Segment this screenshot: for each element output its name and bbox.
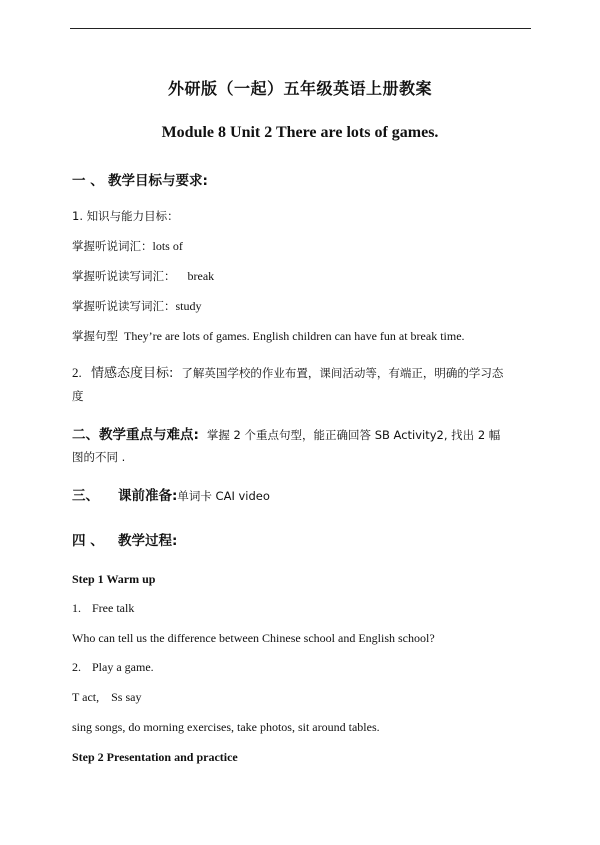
step1-item-free-talk (72, 600, 134, 616)
list-text: Free talk (92, 601, 135, 615)
module-title: Module 8 Unit 2 There are lots of games. (161, 124, 439, 141)
step1-roles: T act, Ss say (72, 690, 142, 704)
section-number: 一 、 (72, 173, 104, 189)
preparation-items: 单词卡 CAI video (177, 489, 270, 503)
preparation-line (72, 487, 270, 505)
header-rule (70, 28, 531, 29)
step1-item-game (72, 659, 154, 675)
section-number: 三、 (72, 488, 99, 504)
section-title: 教学过程: (118, 533, 178, 549)
list-number: 2. (72, 660, 81, 674)
vocab-write-line (72, 268, 214, 284)
vocab-write2-line (72, 298, 202, 314)
objective-knowledge-label: 1. 知识与能力目标： (72, 209, 179, 223)
key-points-text-continued: 图的不同 . (72, 450, 126, 464)
affect-objective-line (72, 365, 503, 382)
vocab-write-value: break (187, 269, 215, 283)
list-number: 1. (72, 601, 81, 615)
key-points-line (72, 426, 500, 444)
sentence-pattern-value: They’re are lots of games. English children can have fun at break time. (124, 329, 465, 343)
affect-number: 2. (72, 365, 82, 380)
affect-text: 了解英国学校的作业布置，课间活动等，有端正，明确的学习态 (181, 366, 504, 380)
affect-text-continued: 度 (72, 389, 84, 403)
sentence-pattern-line (72, 328, 465, 344)
sentence-pattern-label: 掌握句型 (72, 329, 118, 343)
step1-heading: Step 1 Warm up (72, 572, 156, 586)
section-number: 四 、 (72, 533, 104, 549)
document-title: 外研版（一起）五年级英语上册教案 (167, 79, 432, 98)
section-title: 教学目标与要求: (108, 173, 208, 189)
affect-label: 情感态度目标: (91, 366, 174, 381)
vocab-listen-line (72, 238, 183, 254)
vocab-listen-value: lots of (152, 239, 183, 253)
vocab-write-label: 掌握听说读写词汇： (72, 269, 176, 283)
key-points-text: 掌握 2 个重点句型，能正确回答 SB Activity2, 找出 2 幅 (206, 428, 501, 442)
vocab-listen-label: 掌握听说词汇： (72, 239, 153, 253)
list-text: Play a game. (92, 660, 154, 674)
section-heading-process (72, 532, 177, 550)
vocab-write2-value: study (175, 299, 202, 313)
section-heading-preparation: 课前准备: (118, 488, 178, 504)
step2-heading: Step 2 Presentation and practice (72, 750, 238, 764)
step1-question: Who can tell us the difference between Chinese school and English school? (72, 631, 435, 645)
section-heading-key-points: 二、教学重点与难点: (72, 427, 199, 443)
step1-activities: sing songs, do morning exercises, take photos, sit around tables. (72, 720, 380, 734)
vocab-write2-label: 掌握听说读写词汇： (72, 299, 176, 313)
section-heading-objectives (72, 172, 208, 190)
